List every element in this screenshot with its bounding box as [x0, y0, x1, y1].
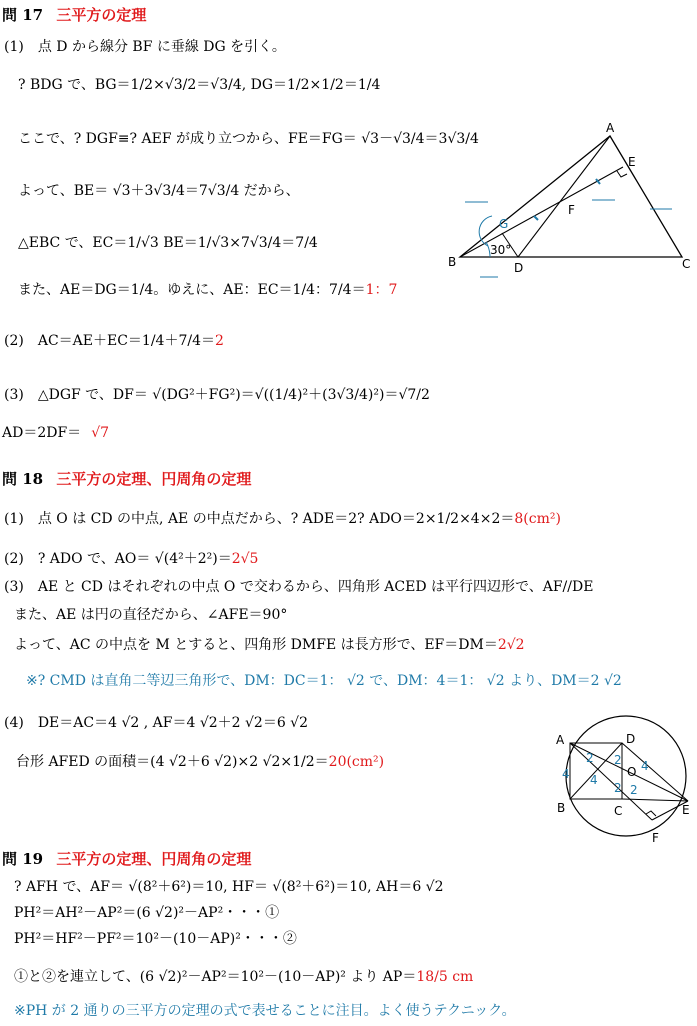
label2-c: C — [614, 804, 623, 818]
p18-line5 — [14, 636, 525, 654]
p18-line4: また、AE は円の直径だから、∠AFE＝90° — [14, 607, 288, 623]
p18-line2-text: (2) ? ADO で、AO＝ √(4²＋2²)＝ — [4, 551, 232, 567]
p19-answer: 18/5 cm — [416, 969, 474, 985]
label-angle: 30° — [490, 243, 512, 257]
p18-number: 問 18 — [2, 470, 44, 488]
p17-line2: ? BDG で、BG＝1/2×√3/2＝√3/4, DG＝1/2×1/2＝1/4 — [18, 77, 381, 93]
label-g: G — [499, 217, 509, 231]
length-2-b: 2 — [614, 753, 622, 767]
p19-heading — [2, 850, 251, 868]
p18-heading — [2, 470, 251, 488]
p17-line5: △EBC で、EC＝1/√3 BE＝1/√3×7√3/4＝7/4 — [18, 235, 318, 251]
p19-line3: PH²＝HF²－PF²＝10²－(10－AP)²・・・② — [14, 931, 297, 947]
p18-line1 — [4, 510, 561, 528]
p18-note: ※? CMD は直角二等辺三角形で、DM：DC＝1： √2 で、DM：4＝1： √2 より、DM＝2 √2 — [26, 673, 622, 689]
p19-line4 — [14, 968, 473, 986]
label-c: C — [682, 257, 691, 271]
p18-line7 — [16, 753, 384, 771]
p17-number: 問 17 — [2, 6, 44, 24]
p18-answer2: 2√5 — [231, 551, 259, 567]
label-d: D — [514, 261, 524, 275]
p17-answer1: 1：7 — [365, 282, 398, 298]
p18-line5-text: よって、AC の中点を M とすると、四角形 DMFE は長方形で、EF＝DM＝ — [14, 637, 498, 653]
p17-answer2: 2 — [214, 333, 224, 349]
label-e: E — [628, 155, 636, 169]
label2-e: E — [682, 803, 690, 817]
p19-number: 問 19 — [2, 850, 44, 868]
p17-line6-text: また、AE＝DG＝1/4。ゆえに、AE：EC＝1/4：7/4＝ — [18, 282, 366, 298]
p18-line7-text: 台形 AFED の面積＝(4 √2＋6 √2)×2 √2×1/2＝ — [16, 754, 329, 770]
label-a: A — [606, 121, 615, 135]
tick-mark-1 — [534, 216, 538, 220]
p18-line2 — [4, 550, 258, 568]
p18-line1-text: (1) 点 O は CD の中点, AE の中点だから、? ADE＝2? ADO＝2×1/2×4×2＝ — [4, 511, 515, 527]
p19-line1: ? AFH で、AF＝ √(8²＋6²)＝10, HF＝ √(8²＋6²)＝10, AH＝6 √2 — [14, 879, 444, 895]
p17-heading — [2, 6, 146, 24]
segment-ad — [518, 136, 610, 257]
p17-line7 — [4, 332, 224, 350]
p17-title: 三平方の定理 — [56, 6, 147, 24]
label-f: F — [568, 203, 575, 217]
angle-arc-g — [479, 216, 492, 246]
p17-line9 — [2, 424, 109, 442]
p18-answer3: 2√2 — [497, 637, 525, 653]
length-4-de: 4 — [641, 759, 649, 773]
p19-line2: PH²＝AH²－AP²＝(6 √2)²－AP²・・・① — [14, 905, 280, 921]
triangle-figure — [440, 120, 692, 280]
right-angle-mark-e — [617, 171, 627, 177]
p17-answer3: √7 — [91, 425, 110, 441]
p17-line3: ここで、? DGF≡? AEF が成り立つから、FE＝FG＝ √3－√3/4＝3√3/4 — [18, 131, 479, 147]
label2-b: B — [557, 801, 566, 815]
label-b: B — [448, 255, 457, 269]
p18-line3: (3) AE と CD はそれぞれの中点 O で交わるから、四角形 ACED は平行四辺形で、AF//DE — [4, 579, 594, 595]
label2-f: F — [652, 831, 659, 845]
p19-title: 三平方の定理、円周角の定理 — [56, 850, 252, 868]
label2-o: O — [627, 765, 637, 779]
length-4-left: 4 — [562, 767, 570, 781]
p19-note: ※PH が 2 通りの三平方の定理の式で表せることに注目。よく使うテクニック。 — [14, 1003, 516, 1019]
label2-a: A — [556, 733, 565, 747]
label2-d: D — [626, 732, 636, 746]
circle-figure — [548, 712, 696, 852]
p19-line4-text: ①と②を連立して、(6 √2)²－AP²＝10²－(10－AP)² より AP＝ — [14, 969, 417, 985]
p17-line6 — [18, 281, 397, 299]
p18-answer4: 20(cm²) — [328, 754, 385, 770]
p18-line6: (4) DE＝AC＝4 √2 , AF＝4 √2＋2 √2＝6 √2 — [4, 715, 309, 731]
length-2-d: 2 — [630, 783, 638, 797]
length-2-c: 2 — [614, 781, 622, 795]
p18-answer1: 8(cm²) — [514, 511, 561, 527]
p17-line7-text: (2) AC＝AE＋EC＝1/4＋7/4＝ — [4, 333, 215, 349]
p17-line1: (1) 点 D から線分 BF に垂線 DG を引く。 — [4, 39, 286, 55]
length-2-a: 2 — [586, 751, 594, 765]
length-4-diag: 4 — [590, 773, 598, 787]
p18-title: 三平方の定理、円周角の定理 — [56, 470, 252, 488]
p17-line8: (3) △DGF で、DF＝ √(DG²＋FG²)＝√((1/4)²＋(3√3/4)²)＝√7/2 — [4, 387, 430, 403]
p17-line4: よって、BE＝ √3＋3√3/4＝7√3/4 だから、 — [18, 183, 300, 199]
p17-line9-text: AD＝2DF＝ — [2, 425, 82, 441]
